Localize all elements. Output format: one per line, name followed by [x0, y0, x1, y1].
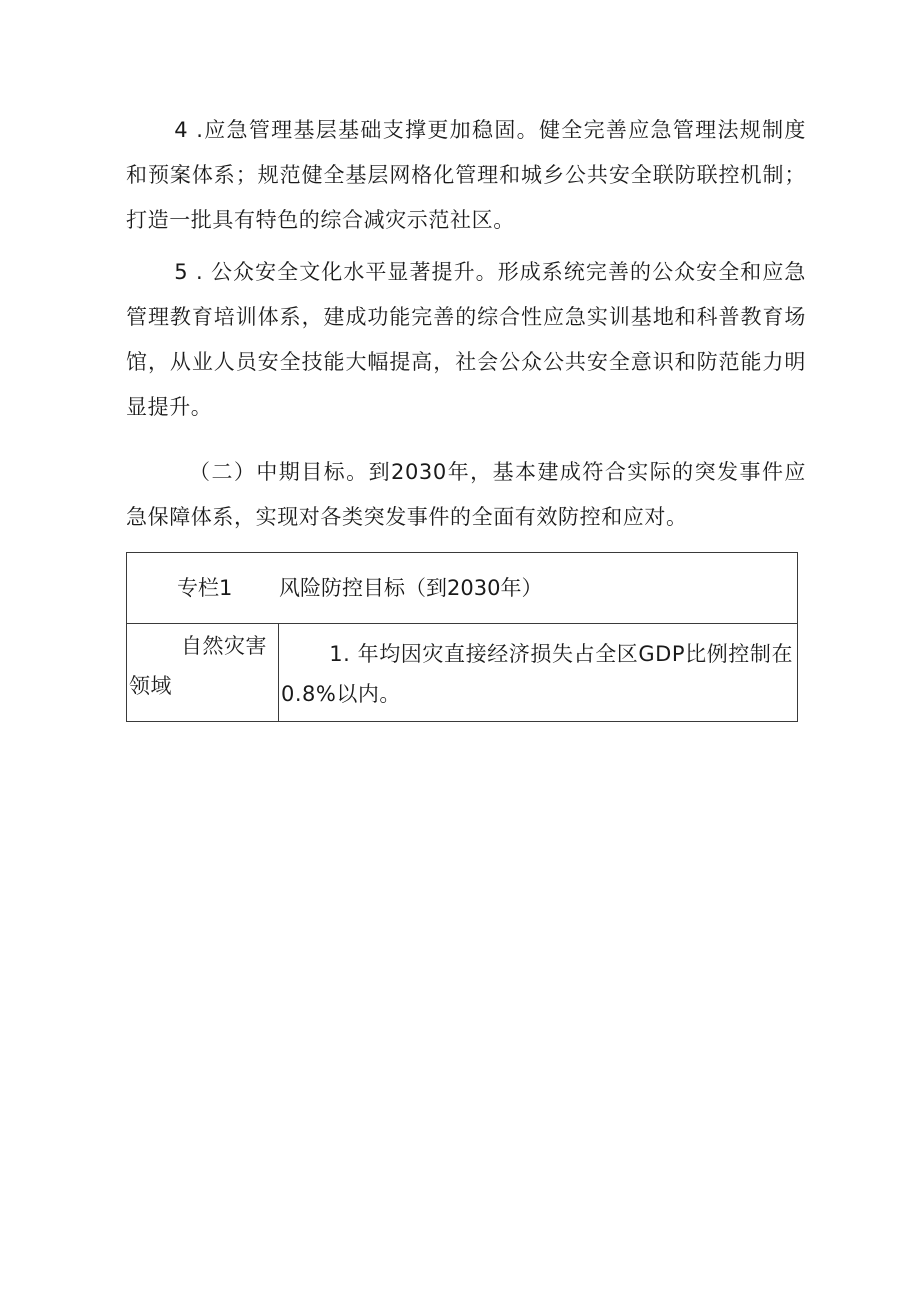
- table-cell-domain: [127, 624, 279, 721]
- table-column-label: 专栏1: [177, 576, 233, 600]
- table-cell-target: [279, 624, 797, 721]
- paragraph-grassroots-support: 4 .应急管理基层基础支撑更加稳固。健全完善应急管理法规制度和预案体系；规范健全基层网格化管理和城乡公共安全联防联控机制；打造一批具有特色的综合减灾示范社区。: [126, 118, 806, 232]
- domain-label: 自然灾害领域: [129, 634, 267, 698]
- paragraph-safety-culture: 5 . 公众安全文化水平显著提升。形成系统完善的公众安全和应急管理教育培训体系，建成功能完善的综合性应急实训基地和科普教育场馆，从业人员安全技能大幅提高，社会公众公共安全意识和防范能力明显提升。: [126, 260, 806, 419]
- table-header-row: [127, 553, 797, 624]
- target-text: 1. 年均因灾直接经济损失占全区GDP比例控制在0.8%以内。: [281, 642, 793, 706]
- risk-control-table: [126, 552, 798, 722]
- paragraph-midterm-goal: （二）中期目标。到2030年，基本建成符合实际的突发事件应急保障体系，实现对各类突发事件的全面有效防控和应对。: [126, 460, 806, 529]
- table-title: 风险防控目标（到2030年）: [279, 576, 543, 600]
